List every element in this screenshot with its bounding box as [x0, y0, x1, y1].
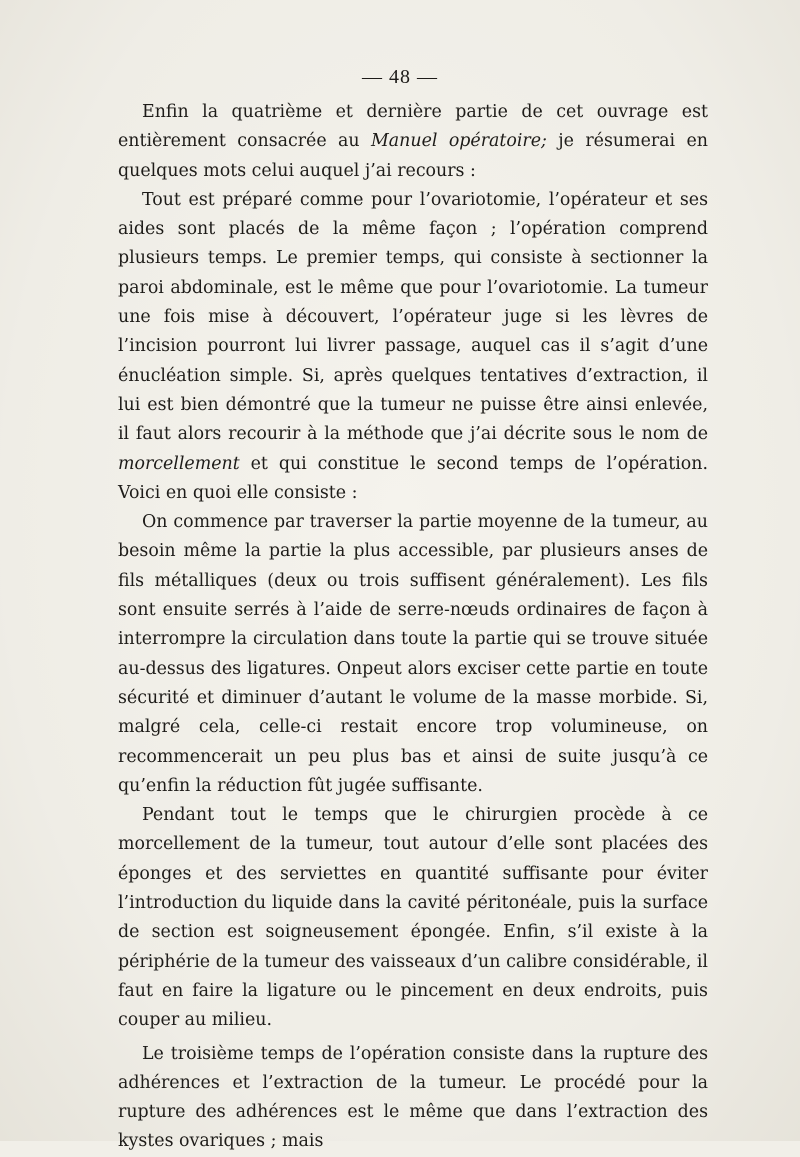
- body-text: [118, 98, 708, 1157]
- paragraph-third-stage: [118, 1040, 708, 1157]
- manuel-operatoire-title: Manuel opératoire;: [371, 131, 547, 152]
- paragraph-third-stage-text: Le troisième temps de l’opération consiste dans la rupture des adhérences et l’extraction de la tumeur. Le procédé pour la rupture des adhérences est le même que dans l’extraction des kystes ovariques ; mais: [118, 1043, 708, 1152]
- paragraph-preparation-end: et qui constitue le second temps de l’opération. Voici en quoi elle consiste :: [118, 453, 708, 503]
- paragraph-sponges: [118, 801, 708, 1035]
- paragraph-morcellement-text: On commence par traverser la partie moyenne de la tumeur, au besoin même la partie la plus accessible, par plusieurs anses de fils métalliques (deux ou trois suffisent généralement). Les fils sont ensuite serrés à l’aide de serre-nœuds ordinaires de façon à interrompre la circulation dans toute la partie qui se trouve située au-dessus des ligatures. Onpeut alors exciser cette partie en toute sécurité et diminuer d’autant le volume de la masse morbide. Si, malgré cela, celle-ci restait encore trop volumineuse, on recommencerait un peu plus bas et ainsi de suite jusqu’à ce qu’enfin la réduction fût jugée suffisante.: [118, 512, 708, 796]
- paragraph-intro-start: Enfin la quatrième et dernière partie de cet ouvrage est entièrement consacrée au: [118, 102, 708, 152]
- paragraph-intro-end: je résumerai en quelques mots celui auquel j’ai recours :: [118, 131, 708, 181]
- paragraph-preparation-text: Tout est préparé comme pour l’ovariotomie, l’opérateur et ses aides sont placés de la même façon ; l’opération comprend plusieurs temps. Le premier temps, qui consiste à sectionner la paroi abdominale, est le même que pour l’ovariotomie. La tumeur une fois mise à découvert, l’opérateur juge si les lèvres de l’incision pourront lui livrer passage, auquel cas il s’agit d’une énucléation simple. Si, après quelques tentatives d’extraction, il lui est bien démontré que la tumeur ne puisse être ainsi enlevée, il faut alors recourir à la méthode que j’ai décrite sous le nom de: [118, 189, 708, 445]
- paragraph-morcellement: [118, 508, 708, 801]
- morcellement-term: morcellement: [118, 453, 240, 474]
- paragraph-intro: [118, 98, 708, 186]
- page-number: — 48 —: [362, 66, 438, 88]
- paragraph-sponges-text: Pendant tout le temps que le chirurgien procède à ce morcellement de la tumeur, tout autour d’elle sont placées des éponges et des serviettes en quantité suffisante pour éviter l’introduction du liquide dans la cavité péritonéale, puis la surface de section est soigneusement épongée. Enfin, s’il existe à la périphérie de la tumeur des vaisseaux d’un calibre considérable, il faut en faire la ligature ou le pincement en deux endroits, puis couper au milieu.: [118, 805, 708, 1031]
- paragraph-preparation: [118, 186, 708, 508]
